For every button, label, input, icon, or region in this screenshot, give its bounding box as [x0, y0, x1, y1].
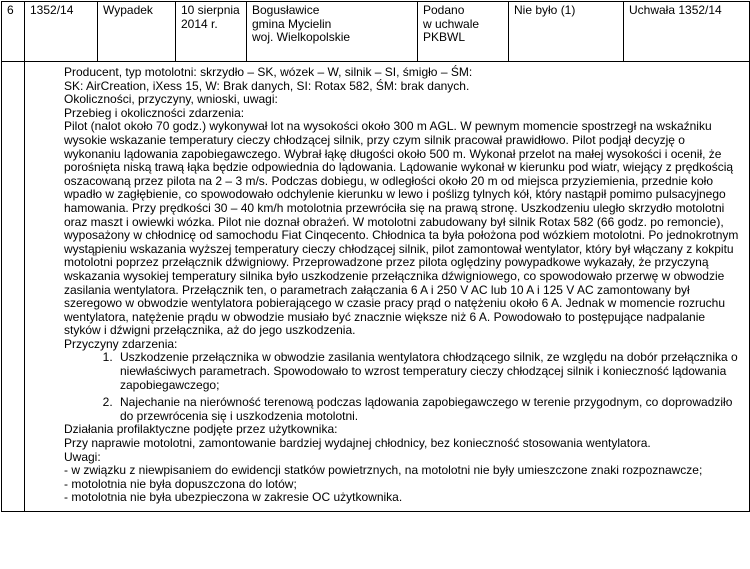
- previous-events: Nie było (1): [509, 2, 624, 62]
- note-item: - w związku z niewpisaniem do ewidencji statków powietrznych, na motolotni nie były umieszczone znaki rozpoznawcze;: [64, 463, 703, 478]
- note-item: - motolotnia nie była ubezpieczona w zakresie OC użytkownika.: [64, 490, 403, 505]
- event-location: [247, 2, 418, 62]
- causes-label: Przyczyny zdarzenia:: [64, 336, 178, 351]
- causes-list: [64, 351, 740, 423]
- event-type: Wypadek: [98, 2, 176, 62]
- note-item: - motolotnia nie była dopuszczona do lotów;: [64, 476, 297, 491]
- notes-label: Uwagi:: [64, 449, 101, 464]
- course-label: Przebieg i okoliczności zdarzenia:: [64, 105, 245, 120]
- event-date: [176, 2, 247, 62]
- event-date-line2: 2014 r.: [181, 16, 218, 31]
- body-number-spacer: [2, 62, 25, 512]
- event-date-line1: 10 sierpnia: [181, 3, 240, 17]
- producer-value: SK: AirCreation, iXess 15, W: Brak danych, SI: Rotax 582, ŚM: brak danych.: [64, 78, 470, 93]
- circumstances-label: Okoliczności, przyczyny, wnioski, uwagi:: [64, 92, 278, 107]
- publication-status-line3: PKBWL: [423, 30, 466, 44]
- incident-header-row: [2, 2, 750, 62]
- cause-item: 2. Najechanie na nierówność terenową podczas lądowania zapobiegawczego w terenie przygodnym, co doprowadziło do przewrócenia się i uszkodzenia motolotni.: [116, 396, 740, 423]
- publication-status: [418, 2, 509, 62]
- course-text: Pilot (nalot około 70 godz.) wykonywał lot na wysokości około 300 m AGL. W pewnym momencie spostrzegł na wskaźniku wysokie wskazanie temperatury cieczy chłodzącej silnik, przy czym silnik pracował prawidłowo. Pilot podjął decyzję o wykonaniu lądowania zapobiegawczego. Wybrał łąkę długości około 500 m. Wykonał przelot na małej wysokości i ocenił, że porośnięta niską trawą łąka będzie odpowiednia do lądowania. Lądowanie wykonał w kierunku pod wiatr, wiejący z prędkością oszacowaną przez pilota na 2 – 3 m/s. Podczas dobiegu, w odległości około 20 m od miejsca przyziemienia, przednie koło wpadło w zagłębienie, co spowodowało odchylenie kierunku w lewo i poślizg tylnych kół, który nastąpił pomimo pulsacyjnego hamowania. Przy prędkości 30 – 40 km/h motolotnia przewróciła się na prawą stronę. Uszkodzeniu uległo skrzydło motolotni oraz maszt i owiewki wózka. Pilot nie doznał obrażeń. W motolotni zabudowany był silnik Rotax 582 (66 godz. po remoncie), wyposażony w chłodnicę od samochodu Fiat Cinqecento. Chłodnica ta była położona pod wózkiem motolotni. Po jednokrotnym wystąpieniu wskazania wyższej temperatury cieczy chłodzącej silnik, pilot zamontował wentylator, który był włączany z kokpitu motolotni poprzez przełącznik dźwigniowy. Przeprowadzone przez pilota oględziny powypadkowe wykazały, że przyczyną wskazania wysokiej temperatury silnika było uszkodzenie przełącznika dźwigniowego, co spowodowało przerwę w obwodzie zasilania wentylatora. Przełącznik ten, o parametrach załączania 6 A i 250 V AC lub 10 A i 125 V AC zamontowany był szeregowo w obwodzie wentylatora pobierającego w czasie pracy prąd o natężeniu około 6 A. Jednak w momencie rozruchu wentylatora, natężenie prądu w obwodzie musiało być znacznie większe niż 6 A. Powodowało to postępujące nadpalanie styków i dźwigni przełącznika, aż do jego uszkodzenia.: [64, 119, 739, 338]
- resolution: Uchwała 1352/14: [624, 2, 750, 62]
- event-location-line3: woj. Wielkopolskie: [252, 30, 351, 44]
- publication-status-line2: w uchwale: [423, 16, 480, 31]
- event-location-line1: Bogusławice: [252, 3, 320, 17]
- incident-body-row: [2, 62, 750, 512]
- notes-list: [64, 464, 740, 505]
- incident-id: 1352/14: [25, 2, 98, 62]
- actions-label: Działania profilaktyczne podjęte przez użytkownika:: [64, 422, 338, 437]
- producer-label: Producent, typ motolotni: skrzydło – SK, wózek – W, silnik – SI, śmigło – ŚM:: [64, 65, 473, 79]
- incident-description: [25, 62, 750, 512]
- cause-item: 1. Uszkodzenie przełącznika w obwodzie zasilania wentylatora chłodzącego silnik, ze względu na dobór przełącznika o niewłaściwych parametrach. Spowodowało to wzrost temperatury cieczy chłodzącej silnik i konieczność lądowania zapobiegawczego;: [116, 351, 740, 392]
- incident-table: [1, 1, 750, 512]
- event-location-line2: gmina Mycielin: [252, 16, 332, 31]
- publication-status-line1: Podano: [423, 3, 465, 17]
- actions-text: Przy naprawie motolotni, zamontowanie bardziej wydajnej chłodnicy, bez konieczność stosowania wentylatora.: [64, 436, 651, 451]
- row-number: 6: [2, 2, 25, 62]
